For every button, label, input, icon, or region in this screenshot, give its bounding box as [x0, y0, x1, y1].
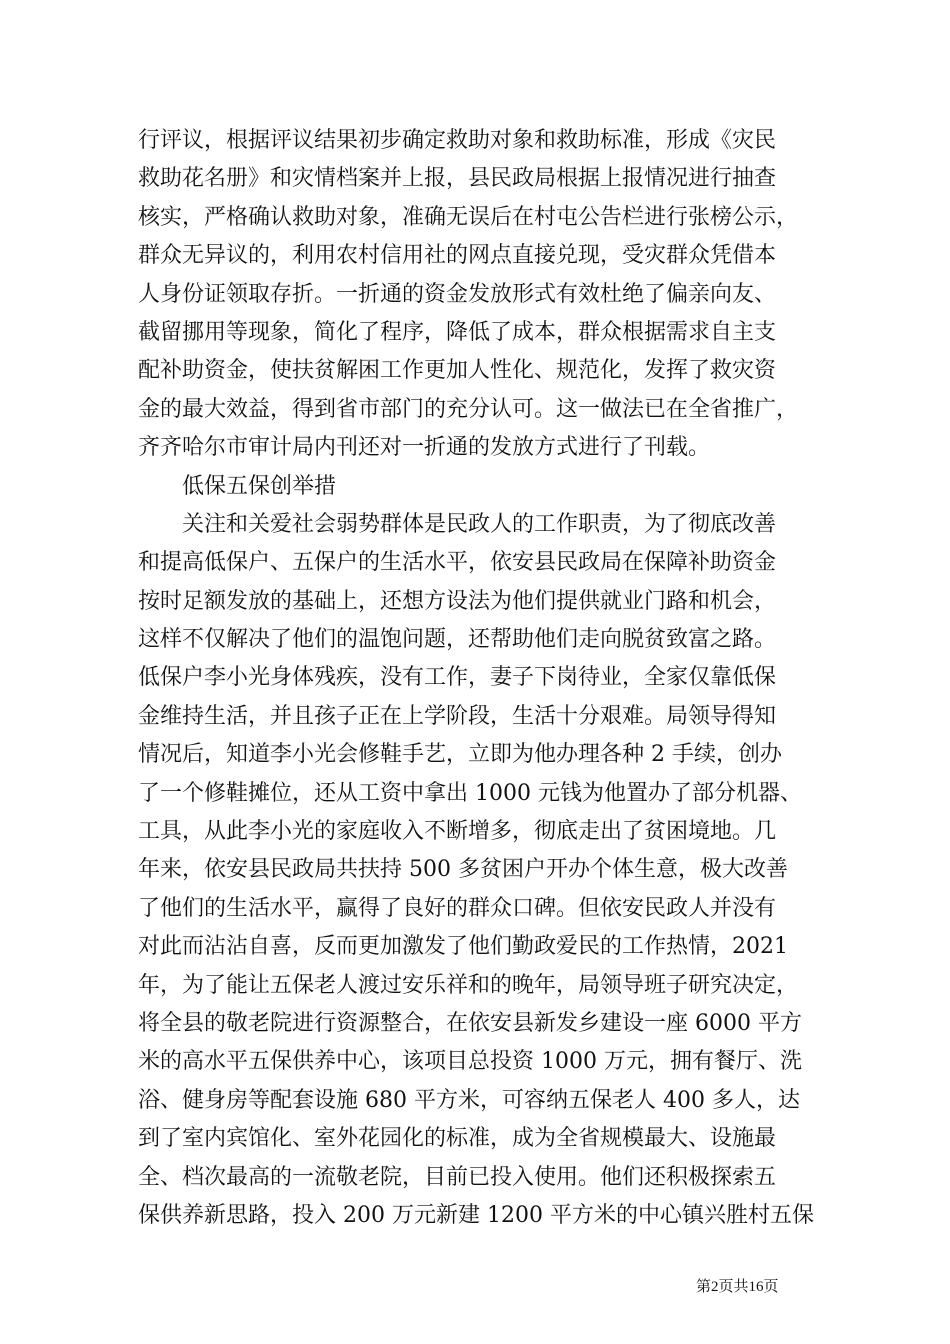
body-line: 年，为了能让五保老人渡过安乐祥和的晚年，局领导班子研究决定，: [138, 972, 799, 998]
body-line: 截留挪用等现象，简化了程序，降低了成本，群众根据需求自主支: [138, 319, 777, 345]
footer-middle: 页共: [718, 1277, 749, 1295]
body-line: 浴、健身房等配套设施 680 平方米，可容纳五保老人 400 多人，达: [138, 1087, 800, 1113]
body-line: 金维持生活，并且孩子正在上学阶段，生活十分艰难。局领导得知: [138, 703, 777, 729]
body-line: 将全县的敬老院进行资源整合，在依安县新发乡建设一座 6000 平方: [138, 1010, 802, 1036]
footer-suffix: 页: [763, 1277, 779, 1295]
body-line: 情况后，知道李小光会修鞋手艺，立即为他办理各种 2 手续，创办: [138, 742, 782, 768]
body-line: 配补助资金，使扶贫解困工作更加人性化、规范化，发挥了救灾资: [138, 358, 777, 384]
body-line: 核实，严格确认救助对象，准确无误后在村屯公告栏进行张榜公示，: [138, 204, 799, 230]
body-line: 了一个修鞋摊位，还从工资中拿出 1000 元钱为他置办了部分机器、: [138, 780, 802, 806]
document-body: [138, 122, 828, 1235]
body-line: 齐齐哈尔市审计局内刊还对一折通的发放方式进行了刊载。: [138, 435, 711, 461]
page-footer: [696, 1276, 779, 1297]
body-line: 对此而沾沾自喜，反而更加激发了他们勤政爱民的工作热情，2021: [138, 934, 788, 960]
paragraph-first-line: 关注和关爱社会弱势群体是民政人的工作职责，为了彻底改善: [182, 511, 777, 537]
total-page-number: 16: [748, 1279, 764, 1295]
body-line: 救助花名册》和灾情档案并上报，县民政局根据上报情况进行抽查: [138, 166, 777, 192]
body-line: 年来，依安县民政局共扶持 500 多贫困户开办个体生意，极大改善: [138, 857, 788, 883]
body-line: 全、档次最高的一流敬老院，目前已投入使用。他们还积极探索五: [138, 1164, 777, 1190]
body-line: 低保户李小光身体残疾，没有工作，妻子下岗待业，全家仅靠低保: [138, 665, 777, 691]
body-line: 米的高水平五保供养中心，该项目总投资 1000 万元，拥有餐厅、洗: [138, 1049, 802, 1075]
footer-prefix: 第: [696, 1277, 712, 1295]
body-line: 了他们的生活水平，赢得了良好的群众口碑。但依安民政人并没有: [138, 895, 777, 921]
body-line: 到了室内宾馆化、室外花园化的标准，成为全省规模最大、设施最: [138, 1126, 777, 1152]
body-line: 和提高低保户、五保户的生活水平，依安县民政局在保障补助资金: [138, 550, 777, 576]
body-line: 这样不仅解决了他们的温饱问题，还帮助他们走向脱贫致富之路。: [138, 627, 777, 653]
current-page-number: 2: [711, 1279, 719, 1295]
body-line: 保供养新思路，投入 200 万元新建 1200 平方米的中心镇兴胜村五保: [138, 1202, 814, 1228]
body-line: 人身份证领取存折。一折通的资金发放形式有效杜绝了偏亲向友、: [138, 281, 777, 307]
body-line: 群众无异议的，利用农村信用社的网点直接兑现，受灾群众凭借本: [138, 243, 777, 269]
body-line: 按时足额发放的基础上，还想方设法为他们提供就业门路和机会，: [138, 588, 777, 614]
section-heading: 低保五保创举措: [182, 473, 337, 499]
body-line: 行评议，根据评议结果初步确定救助对象和救助标准，形成《灾民: [138, 128, 777, 153]
body-line: 工具，从此李小光的家庭收入不断增多，彻底走出了贫困境地。几: [138, 819, 777, 845]
body-line: 金的最大效益，得到省市部门的充分认可。这一做法已在全省推广，: [138, 396, 799, 422]
